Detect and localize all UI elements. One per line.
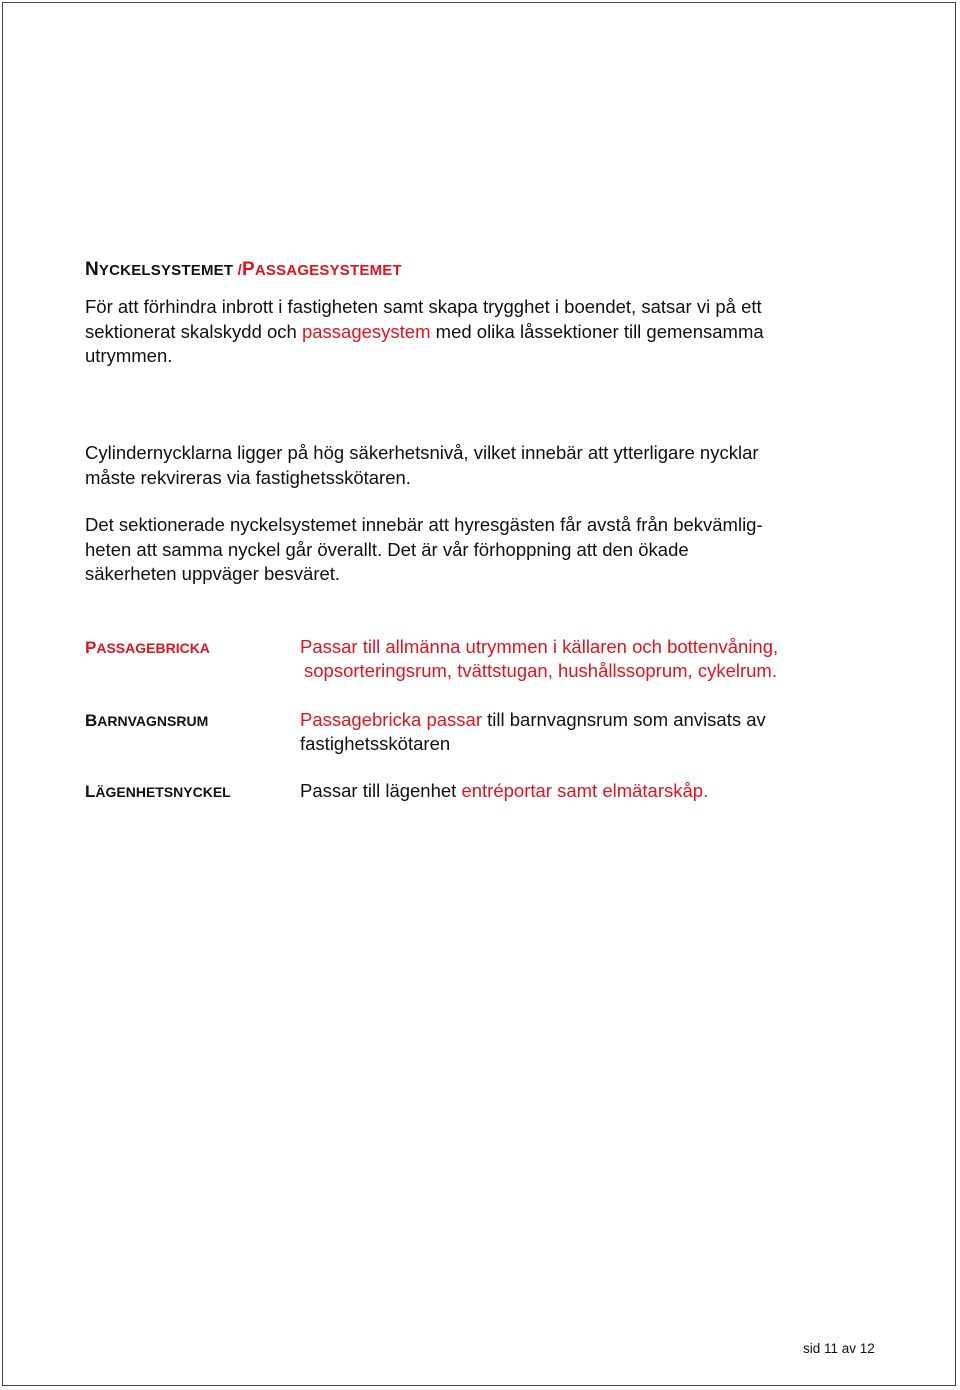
key-label-lagenhetsnyckel <box>85 782 231 802</box>
text-line: Cylindernycklarna ligger på hög säkerhetsnivå, vilket innebär att ytterligare nycklar <box>85 442 759 463</box>
key-desc-passagebricka <box>300 635 900 682</box>
label-text: ASSAGEBRICKA <box>96 640 210 656</box>
text-line: med olika låssektioner till gemensamma <box>430 320 764 342</box>
highlight-text: passagesystem <box>301 320 431 342</box>
document-page <box>2 2 956 1386</box>
section-heading <box>85 259 402 281</box>
highlight-text: Passagebricka passar <box>300 709 483 730</box>
text-line: fastighetsskötaren <box>300 732 451 754</box>
label-initial: B <box>85 711 98 730</box>
highlight-text: entréportar samt elmätarskåp. <box>461 780 709 801</box>
heading-initial-2: P <box>241 259 255 280</box>
text-line: utrymmen. <box>85 345 173 366</box>
heading-part2-text: ASSAGESYSTEMET <box>254 262 402 279</box>
text-line: till barnvagnsrum som anvisats av <box>482 709 766 730</box>
page-number: sid 11 av 12 <box>803 1341 875 1356</box>
heading-separator: / <box>237 262 242 279</box>
label-initial: P <box>85 638 97 657</box>
text-line: sopsorteringsrum, tvättstugan, hushållssoprum, cykelrum. <box>304 659 777 681</box>
paragraph-cylinder-keys <box>85 441 885 490</box>
paragraph-sectioned-system <box>85 513 885 587</box>
text-line: heten att samma nyckel går överallt. Det är vår förhoppning att den ökade <box>85 538 689 560</box>
heading-part2 <box>237 259 402 280</box>
heading-part1: YCKELSYSTEMET <box>98 262 234 279</box>
text-line: Passar till lägenhet <box>300 780 462 801</box>
text-line: För att förhindra inbrott i fastigheten samt skapa trygghet i boendet, satsar vi på ett <box>85 296 762 317</box>
text-line: Det sektionerade nyckelsystemet innebär att hyresgästen får avstå från bekvämlig- <box>85 514 763 535</box>
text-line: måste rekvireras via fastighetsskötaren. <box>85 466 411 488</box>
key-label-barnvagnsrum <box>85 711 208 731</box>
key-label-passagebricka <box>85 638 210 658</box>
label-text: ÄGENHETSNYCKEL <box>95 784 231 800</box>
label-text: ARNVAGNSRUM <box>97 713 209 729</box>
text-line: säkerheten uppväger besväret. <box>85 563 341 584</box>
key-desc-barnvagnsrum <box>300 708 900 755</box>
label-initial: L <box>85 782 96 801</box>
text-line: sektionerat skalskydd och <box>85 320 302 342</box>
text-line: Passar till allmänna utrymmen i källaren och bottenvåning, <box>300 636 779 657</box>
paragraph-intro <box>85 295 885 369</box>
heading-initial: N <box>85 259 99 280</box>
key-desc-lagenhetsnyckel <box>300 779 900 803</box>
